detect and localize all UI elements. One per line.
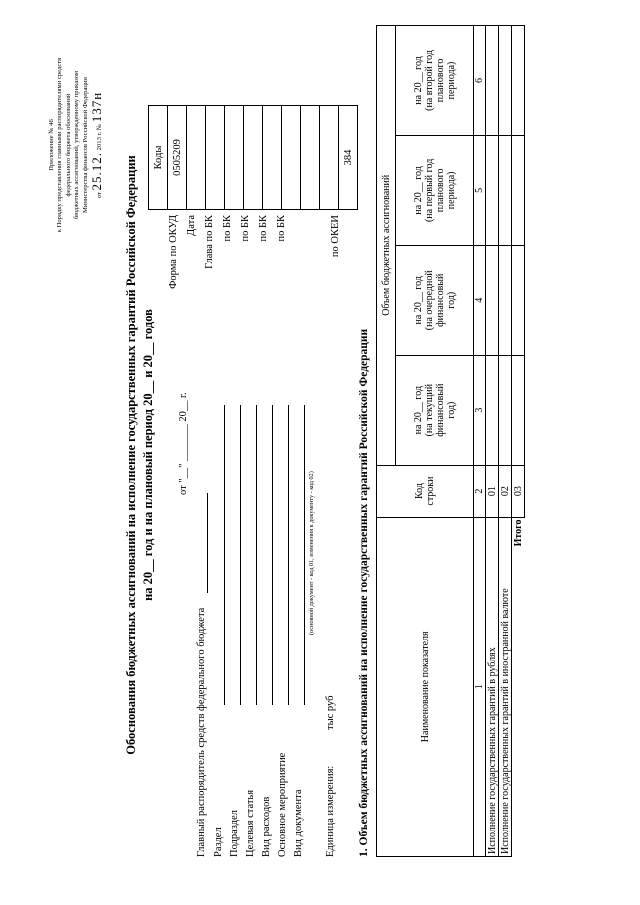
header-text: (на текущий xyxy=(423,383,435,437)
col-number: 5 xyxy=(474,135,486,245)
code-okei: 384 xyxy=(339,106,358,210)
field-doc-type: Вид документа xyxy=(293,789,304,857)
total-row xyxy=(512,26,525,857)
header-text: финансовый xyxy=(434,273,446,327)
underline xyxy=(240,405,241,705)
appendix-date: 25.12. xyxy=(89,151,105,191)
row-code: 01 xyxy=(486,465,499,517)
code-cell xyxy=(301,106,320,210)
row-name: Исполнение государственных гарантий в рублях xyxy=(486,517,499,856)
header-code: Код строки xyxy=(377,465,474,517)
value-cell xyxy=(499,245,512,355)
code-cell xyxy=(263,106,282,210)
field-section: Раздел xyxy=(213,827,224,857)
appendix-block xyxy=(48,35,104,255)
appendix-line: бюджетных ассигнований, утвержденному приказом xyxy=(73,70,81,220)
header-text: (на первый год xyxy=(423,158,435,223)
code-cell xyxy=(320,106,339,210)
underline xyxy=(272,405,273,705)
codes-box xyxy=(148,105,358,210)
guarantees-table xyxy=(376,25,525,857)
value-cell xyxy=(486,26,499,136)
table-row xyxy=(499,26,512,857)
code-cell xyxy=(244,106,263,210)
total-label: Итого xyxy=(512,519,524,547)
value-cell xyxy=(499,355,512,465)
bk-label: по БК xyxy=(258,215,269,242)
col-number: 6 xyxy=(474,26,486,136)
header-text: год) xyxy=(445,401,457,419)
bk-label: по БК xyxy=(240,215,251,242)
field-target-article: Целевая статья xyxy=(245,789,256,857)
appendix-date-prefix: от xyxy=(96,192,104,199)
column-numbers-row xyxy=(474,26,486,857)
col-number: 3 xyxy=(474,355,486,465)
empty-label xyxy=(291,215,309,395)
appendix-line: Министерства финансов Российской Федерации xyxy=(81,77,89,213)
unit-value: тыс руб xyxy=(325,695,336,730)
value-cell xyxy=(486,245,499,355)
codes-header: Коды xyxy=(149,106,168,210)
code-cell xyxy=(187,106,206,210)
row-name: Исполнение государственных гарантий в иностранной валюте xyxy=(499,517,512,856)
header-col-5 xyxy=(396,135,474,245)
bk-label: по БК xyxy=(276,215,287,242)
empty-label xyxy=(309,215,327,395)
chapter-label: Глава по БК xyxy=(204,215,215,269)
value-cell xyxy=(512,26,525,136)
underline xyxy=(224,405,225,705)
okud-label: Форма по ОКУД xyxy=(168,215,179,289)
col-number: 4 xyxy=(474,245,486,355)
total-code: 03 xyxy=(512,465,525,517)
field-main-activity: Основное мероприятие xyxy=(277,752,288,857)
header-text: год) xyxy=(445,291,457,309)
appendix-number: 137н xyxy=(89,91,105,123)
section-1-title: 1. Объем бюджетных ассигнований на исполнение государственных гарантий Российской Федерации xyxy=(358,328,370,857)
header-name: Наименование показателя xyxy=(377,517,474,856)
okei-label: по ОКЕИ xyxy=(330,215,341,258)
header-text: планового xyxy=(434,58,446,103)
header-text: на 20__ год xyxy=(412,166,424,215)
appendix-date-line xyxy=(90,35,104,255)
row-code: 02 xyxy=(499,465,512,517)
table-row xyxy=(486,26,499,857)
appendix-line: к Порядку представления главными распорядителями средств xyxy=(56,57,64,233)
field-subsection: Подраздел xyxy=(229,810,240,857)
col-number: 2 xyxy=(474,465,486,517)
header-text: на 20__ год xyxy=(412,56,424,105)
code-cell xyxy=(206,106,225,210)
value-cell xyxy=(512,135,525,245)
title-line-2: на 20__ год и на плановый период 20__ и 20__ годов xyxy=(141,309,155,601)
doc-type-note: (основной документ - код 01, изменения к документу - код 02) xyxy=(308,471,315,635)
header-text: периода) xyxy=(445,61,457,100)
field-main-manager: Главный распорядитель средств федерального бюджета xyxy=(196,607,207,857)
value-cell xyxy=(499,26,512,136)
underline xyxy=(207,493,208,593)
header-group: Объем бюджетных ассигнований xyxy=(377,26,396,466)
header-text: на 20__ год xyxy=(412,276,424,325)
date-line: от "__" _______ 20__ г. xyxy=(178,392,189,495)
header-col-3 xyxy=(396,355,474,465)
date-label: Дата xyxy=(186,215,197,236)
value-cell xyxy=(486,355,499,465)
header-text: (на второй год xyxy=(423,50,435,111)
header-col-4 xyxy=(396,245,474,355)
header-text: на 20__ год xyxy=(412,385,424,435)
underline xyxy=(256,405,257,705)
unit-label: Единица измерения: xyxy=(325,765,336,857)
header-col-6 xyxy=(396,26,474,136)
col-number: 1 xyxy=(474,517,486,856)
field-expense-type: Вид расходов xyxy=(261,796,272,857)
form-title xyxy=(124,135,156,775)
code-cell xyxy=(282,106,301,210)
header-text: периода) xyxy=(445,171,457,210)
value-cell xyxy=(512,355,525,465)
bk-label: по БК xyxy=(222,215,233,242)
underline xyxy=(304,405,305,705)
header-text: финансовый xyxy=(434,383,446,437)
header-text: планового xyxy=(434,168,446,213)
code-okud: 0505209 xyxy=(168,106,187,210)
value-cell xyxy=(512,245,525,355)
right-labels xyxy=(165,215,345,395)
underline xyxy=(288,405,289,705)
header-text: (на очередной xyxy=(423,270,435,331)
appendix-year: 2013 г. № xyxy=(96,123,104,151)
value-cell xyxy=(499,135,512,245)
code-cell xyxy=(225,106,244,210)
appendix-line: федерального бюджета обоснований xyxy=(64,93,72,197)
appendix-line: Приложение № 46 xyxy=(48,119,55,171)
title-line-1: Обоснования бюджетных ассигнований на исполнение государственных гарантий Российской Федерации xyxy=(124,155,138,755)
value-cell xyxy=(486,135,499,245)
